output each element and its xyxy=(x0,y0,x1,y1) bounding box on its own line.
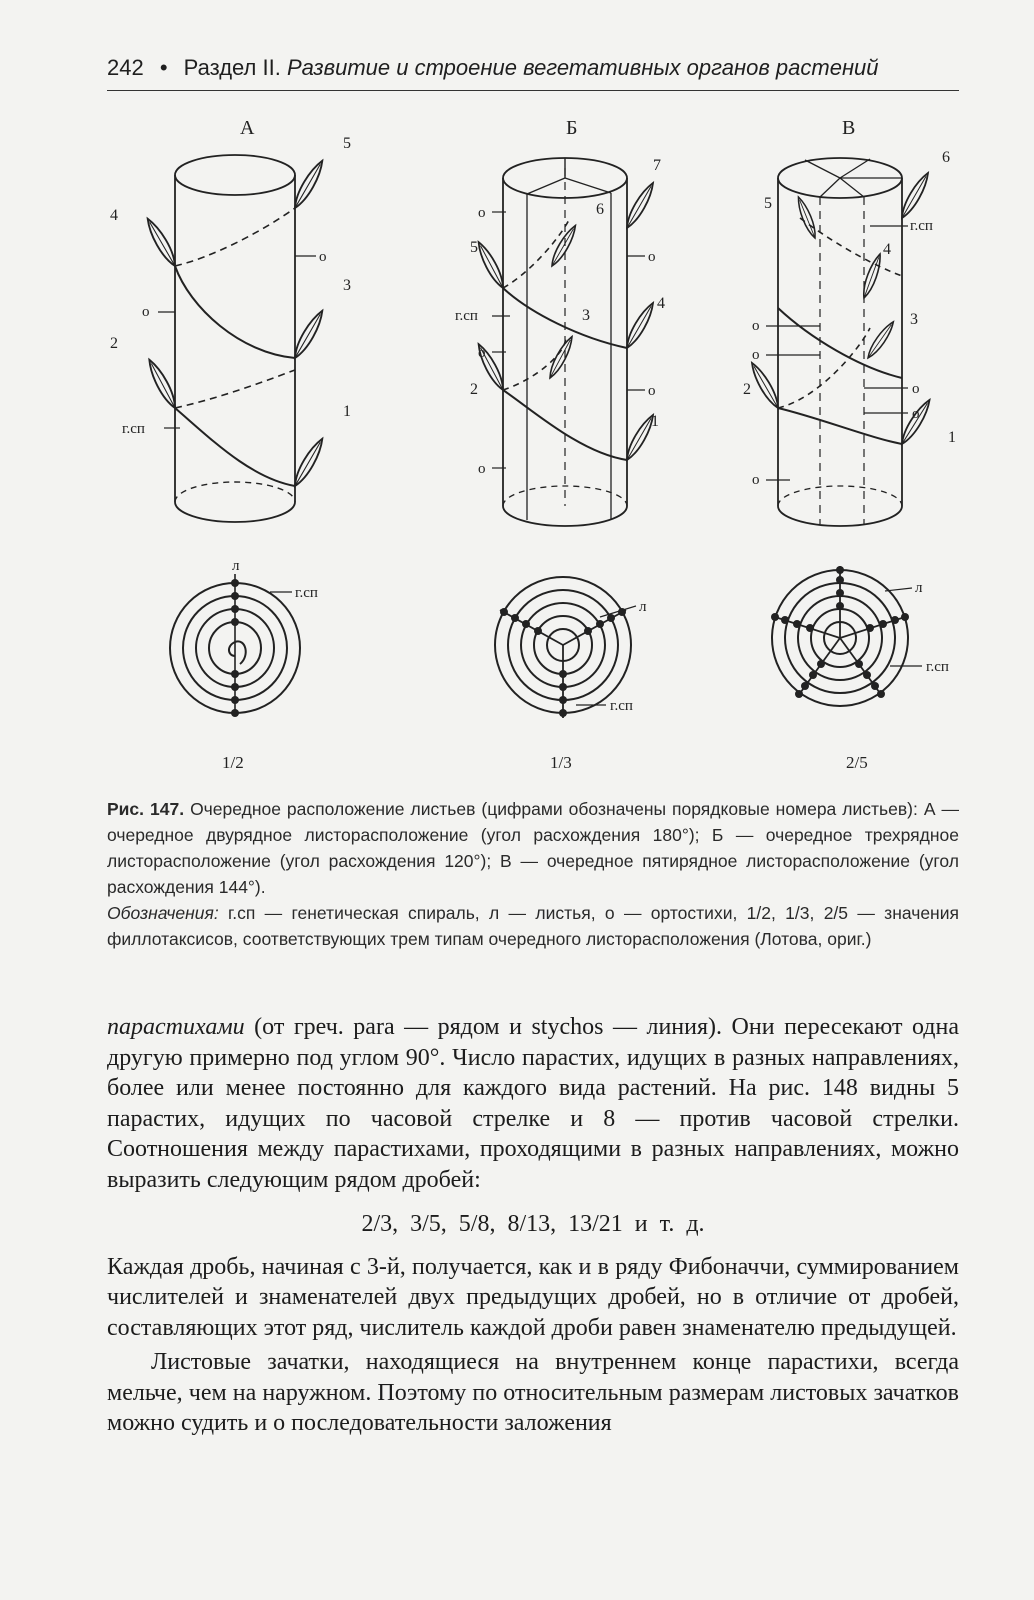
svg-text:о: о xyxy=(142,304,150,320)
svg-text:о: о xyxy=(752,472,760,488)
fraction-third: 1/3 xyxy=(550,753,572,772)
diagram-third xyxy=(495,577,636,718)
leaf-b3 xyxy=(546,335,576,380)
caption-text: Очередное расположение листьев (цифрами обозначены порядковые номера листьев): А — очередное двурядное листорасположение (угол расхождения 180°); Б — очередное трехрядное листорасположение (угол расхождения 120°); В — очередное пятирядное листорасположение (угол расхождения 144°). xyxy=(107,799,959,897)
panel-a-letter: А xyxy=(240,117,255,139)
svg-text:г.сп: г.сп xyxy=(610,698,633,714)
leaf-b7 xyxy=(623,181,657,231)
body-text xyxy=(107,1012,959,1439)
paragraph-primordia: Листовые зачатки, находящиеся на внутреннем конце парастихи, всегда мельче, чем на наружном. Поэтому по относительным размерам листовых зачатков можно судить и о последовательности заложения xyxy=(107,1349,959,1436)
svg-text:1: 1 xyxy=(948,429,956,446)
svg-text:о: о xyxy=(319,249,327,265)
panel-v-letter: В xyxy=(842,117,856,139)
paragraph-fibonacci: Каждая дробь, начиная с 3-й, получается, как и в ряду Фибоначчи, суммированием числителей и знаменателей двух предыдущих дробей, но в отличие от дробей, составляющих этот ряд, числитель каждой дроби равен знаменателю предыдущей. xyxy=(107,1253,959,1341)
leaf-a1 xyxy=(291,436,327,488)
page-number: 242 xyxy=(107,55,144,80)
svg-text:1: 1 xyxy=(343,403,351,420)
panel-b-letter: Б xyxy=(566,117,578,139)
svg-text:о: о xyxy=(648,249,656,265)
svg-text:5: 5 xyxy=(343,135,351,152)
svg-text:4: 4 xyxy=(657,295,665,312)
svg-text:л: л xyxy=(915,580,923,596)
leaf-v5 xyxy=(795,195,819,239)
svg-text:л: л xyxy=(232,558,240,574)
leaf-b6 xyxy=(548,223,579,268)
svg-text:о: о xyxy=(648,383,656,399)
fraction-two-fifths: 2/5 xyxy=(846,753,868,772)
svg-text:3: 3 xyxy=(343,277,351,294)
legend-text: г.сп — генетическая спираль, л — листья, о — ортостихи, 1/2, 1/3, 2/5 — значения филлотаксисов, соответствующих трем типам очередного листорасположения (Лотова, ориг.) xyxy=(107,903,959,949)
svg-text:7: 7 xyxy=(653,157,661,174)
svg-text:г.сп: г.сп xyxy=(926,659,949,675)
svg-text:о: о xyxy=(912,406,920,422)
svg-text:2: 2 xyxy=(470,381,478,398)
header-bullet: • xyxy=(159,55,168,80)
figure-147-phyllotaxis xyxy=(100,108,980,788)
panel-b-cylinder xyxy=(455,117,665,526)
svg-text:г.сп: г.сп xyxy=(910,218,933,234)
figure-label: Рис. 147. xyxy=(107,799,185,819)
section-label: Раздел II. xyxy=(183,55,281,80)
svg-text:о: о xyxy=(478,461,486,477)
svg-text:л: л xyxy=(639,599,647,615)
svg-text:о: о xyxy=(752,318,760,334)
svg-text:2: 2 xyxy=(743,381,751,398)
fraction-series: 2/3, 3/5, 5/8, 8/13, 13/21 и т. д. xyxy=(361,1211,705,1237)
running-header xyxy=(107,50,959,91)
svg-text:5: 5 xyxy=(470,239,478,256)
diagram-two-fifths xyxy=(771,566,922,706)
svg-text:о: о xyxy=(912,381,920,397)
paragraph-parastichies: парастихами (от греч. para — рядом и stychos — линия). Они пересекают одна другую примерно под углом 90°. Число парастих, идущих в разных направлениях, более или менее постоянно для каждого вида растений. На рис. 148 видны 5 парастих, идущих по часовой стрелке и 8 — против часовой стрелки. Соотношения между парастихами, проходящими в разных направлениях, можно выразить следующим рядом дробей: xyxy=(107,1014,959,1193)
figure-caption xyxy=(107,796,959,952)
term-parastichies: парастихами xyxy=(107,1014,245,1040)
panel-v-cylinder xyxy=(743,117,956,526)
leaf-a5 xyxy=(291,158,327,210)
leaf-a3 xyxy=(291,308,327,360)
svg-text:3: 3 xyxy=(910,311,918,328)
svg-text:г.сп: г.сп xyxy=(122,421,145,437)
leaf-a4 xyxy=(143,216,179,268)
svg-text:3: 3 xyxy=(582,307,590,324)
svg-text:4: 4 xyxy=(883,241,891,258)
fraction-half: 1/2 xyxy=(222,753,244,772)
svg-text:о: о xyxy=(478,205,486,221)
panel-a-cylinder xyxy=(110,117,351,522)
leaf-v3 xyxy=(865,319,897,360)
svg-text:4: 4 xyxy=(110,207,118,224)
svg-text:о: о xyxy=(478,345,486,361)
svg-text:о: о xyxy=(752,347,760,363)
leaf-v6 xyxy=(898,171,932,221)
legend-label: Обозначения: xyxy=(107,903,219,923)
chapter-title: Развитие и строение вегетативных органов растений xyxy=(286,55,879,80)
svg-text:г.сп: г.сп xyxy=(455,308,478,324)
svg-text:6: 6 xyxy=(942,149,950,166)
svg-text:6: 6 xyxy=(596,201,604,218)
svg-text:2: 2 xyxy=(110,335,118,352)
diagram-half xyxy=(170,574,300,717)
svg-text:г.сп: г.сп xyxy=(295,585,318,601)
leaf-v2 xyxy=(748,361,782,411)
leaf-b4 xyxy=(623,301,657,351)
svg-text:5: 5 xyxy=(764,195,772,212)
svg-text:1: 1 xyxy=(651,413,659,430)
